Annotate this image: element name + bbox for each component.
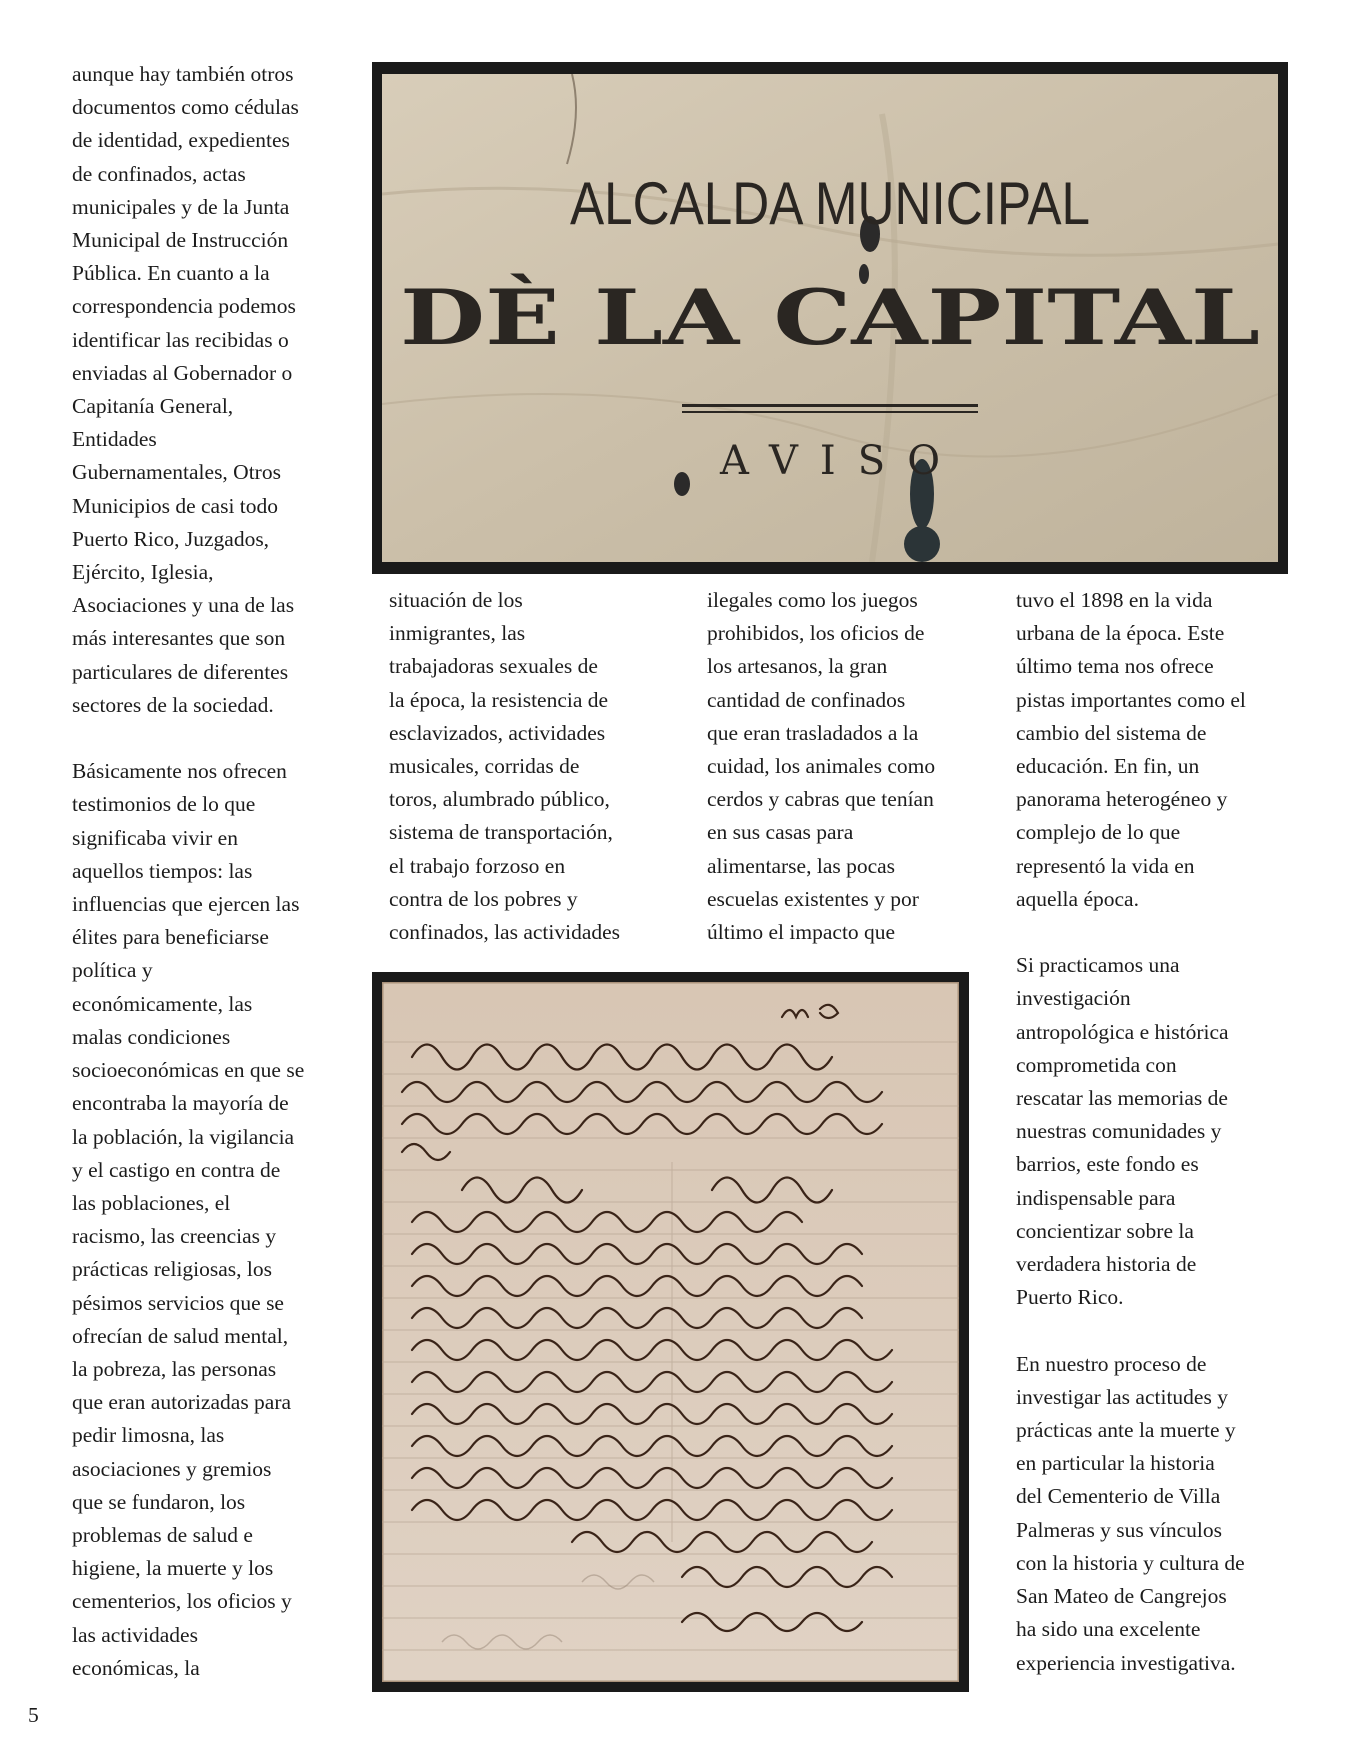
aviso-rule-2: [682, 411, 978, 413]
body-text-column-middle-1: situación de los inmigrantes, las trabajadoras sexuales de la época, la resistencia de esclavizados, actividades musicales, corridas de toros, alumbrado público, sistema de transportación, el trabajo forzoso en contra de los pobres y confinados, las actividades: [389, 588, 621, 945]
body-text-column-left: aunque hay también otros documentos como cédulas de identidad, expedientes de confinados, actas municipales y de la Junta Municipal de Instrucción Pública. En cuanto a la correspondencia podemos identificar las recibidas o enviadas al Gobernador o Capitanía General, Entidades Gubernamentales, Otros Municipios de casi todo Puerto Rico, Juzgados, Ejército, Iglesia, Asociaciones y una de las más interesantes que son particulares de diferentes sectores de la sociedad. Básicamente nos ofrecen testimonios de lo que significaba vivir en aquellos tiempos: las influencias que ejercen las élites para beneficiarse política y económicamente, las malas condiciones socioeconómicas en que se encontraba la mayoría de la población, la vigilancia y el castigo en contra de las poblaciones, el racismo, las creencias y prácticas religiosas, los pésimos servicios que se ofrecían de salud mental, la pobreza, las personas que eran autorizadas para pedir limosna, las asociaciones y gremios que se fundaron, los problemas de salud e higiene, la muerte y los cementerios, los oficios y las actividades económicas, la: [72, 62, 305, 1680]
aviso-line-1: ALCALDA MUNICIPAL: [570, 170, 1090, 237]
aviso-document-image: [382, 74, 1278, 562]
aviso-line-3: AVISO: [720, 438, 940, 484]
aviso-rule-1: [682, 404, 978, 407]
aviso-line-2: DÈ LA CAPITAL: [400, 273, 1067, 362]
body-text-column-middle-2: ilegales como los juegos prohibidos, los oficios de los artesanos, la gran cantidad de confinados que eran trasladados a la cuidad, los animales como cerdos y cabras que tenían en sus casas para alimentarse, las pocas escuelas existentes y por último el impacto que: [707, 588, 936, 945]
photo-handwritten-document: [372, 972, 969, 1692]
page-number: 5: [28, 1703, 39, 1727]
body-text-column-right: tuvo el 1898 en la vida urbana de la época. Este último tema nos ofrece pistas importantes como el cambio del sistema de educación. En fin, un panorama heterogéneo y complejo de lo que representó la vida en aquella época. Si practicamos una investigación antropológica e histórica comprometida con rescatar las memorias de nuestras comunidades y barrios, este fondo es indispensable para concientizar sobre la verdadera historia de Puerto Rico. En nuestro proceso de investigar las actitudes y prácticas ante la muerte y en particular la historia del Cementerio de Villa Palmeras y sus vínculos con la historia y cultura de San Mateo de Cangrejos ha sido una excelente experiencia investigativa.: [1016, 588, 1246, 1675]
handwritten-manuscript-image: [382, 982, 959, 1682]
photo-alcaldia-aviso: [372, 62, 1288, 574]
